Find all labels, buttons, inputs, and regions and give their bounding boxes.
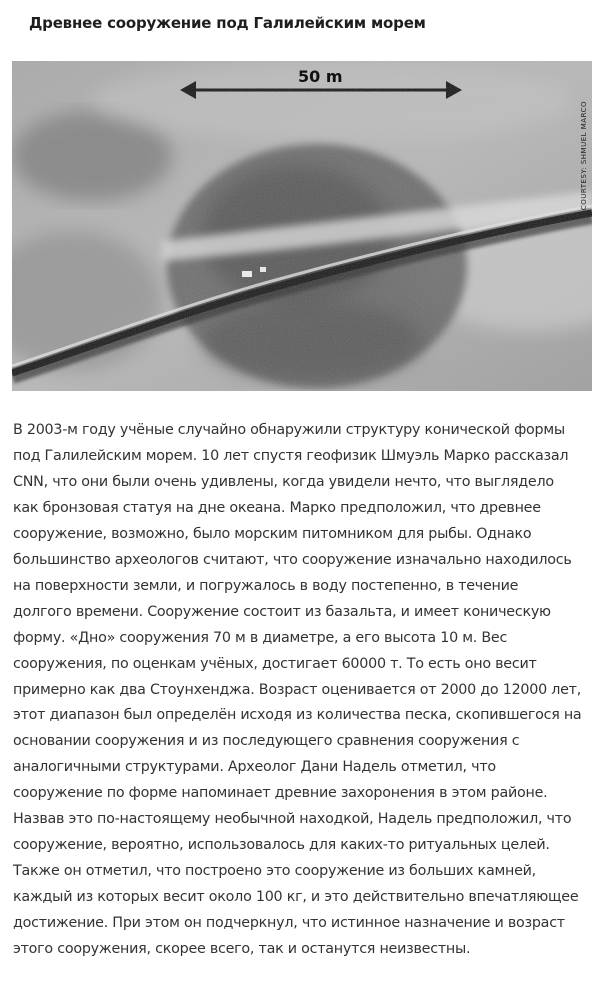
body-line: сооружение, вероятно, использовалось для каких-то ритуальных целей. — [13, 837, 550, 854]
body-line: аналогичными структурами. Археолог Дани Надель отметил, что — [13, 759, 496, 776]
article-title: Древнее сооружение под Галилейским морем — [29, 14, 426, 32]
scale-label: 50 m — [298, 67, 343, 86]
body-line: большинство археологов считают, что сооружение изначально находилось — [13, 551, 572, 568]
body-line: форму. «Дно» сооружения 70 м в диаметре, а его высота 10 м. Вес — [13, 629, 508, 646]
body-line: этого сооружения, скорее всего, так и останутся неизвестны. — [13, 941, 471, 958]
body-line: этот диапазон был определён исходя из количества песка, скопившегося на — [13, 707, 582, 724]
body-line: под Галилейским морем. 10 лет спустя геофизик Шмуэль Марко рассказал — [13, 447, 569, 464]
body-line: достижение. При этом он подчеркнул, что истинное назначение и возраст — [13, 915, 565, 932]
body-line: В 2003-м году учёные случайно обнаружили структуру конической формы — [13, 422, 565, 438]
sonar-grain — [12, 61, 592, 391]
body-line: долгого времени. Сооружение состоит из базальта, и имеет коническую — [13, 603, 551, 620]
body-line: сооружение по форме напоминает древние захоронения в этом районе. — [13, 785, 548, 802]
image-credit: COURTESY: SHMUEL MARCO — [580, 101, 588, 211]
body-line: каждый из которых весит около 100 кг, и это действительно впечатляющее — [13, 889, 579, 906]
body-line: на поверхности земли, и погружалось в воду постепенно, в течение — [13, 577, 519, 594]
body-line: Также он отметил, что построено это сооружение из больших камней, — [13, 863, 536, 880]
body-line: основании сооружения и из последующего сравнения сооружения с — [13, 733, 520, 750]
article-body — [13, 418, 599, 963]
body-line: как бронзовая статуя на дне океана. Марко предположил, что древнее — [13, 499, 541, 516]
body-line: Назвав это по-настоящему необычной находкой, Надель предположил, что — [13, 811, 572, 828]
body-line: примерно как два Стоунхенджа. Возраст оценивается от 2000 до 12000 лет, — [13, 681, 582, 698]
sonar-image — [12, 61, 592, 391]
body-line: CNN, что они были очень удивлены, когда увидели нечто, что выглядело — [13, 473, 554, 490]
body-line: сооружения, по оценкам учёных, достигает 60000 т. То есть оно весит — [13, 655, 537, 672]
body-line: сооружение, возможно, было морским питомником для рыбы. Однако — [13, 525, 532, 542]
